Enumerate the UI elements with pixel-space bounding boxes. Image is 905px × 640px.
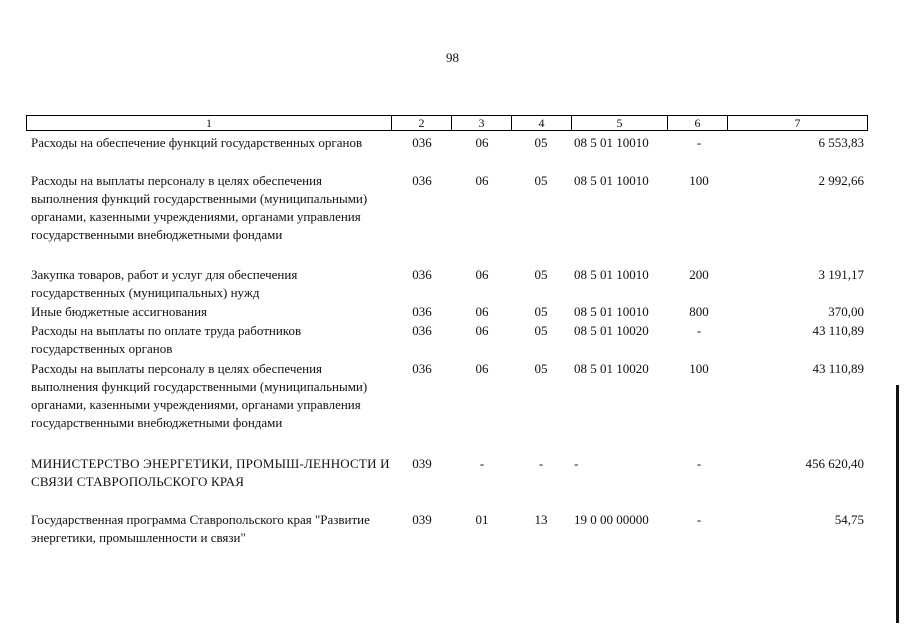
row-code-5: 08 5 01 10020 xyxy=(574,323,649,338)
row-code-5: - xyxy=(574,456,579,471)
row-code-3: 06 xyxy=(475,361,489,376)
header-col-1: 1 xyxy=(26,115,392,131)
row-code-6: 200 xyxy=(689,267,709,282)
row-code-5: 08 5 01 10010 xyxy=(574,304,649,319)
row-code-3: - xyxy=(479,456,485,471)
row-code-2: 039 xyxy=(412,456,432,471)
header-col-4: 4 xyxy=(512,115,572,131)
row-name: Государственная программа Ставропольского края "Развитие энергетики, промышленности и связи" xyxy=(31,512,370,545)
row-code-6: - xyxy=(696,135,702,150)
row-code-4: 05 xyxy=(534,323,548,338)
row-code-3: 06 xyxy=(475,135,489,150)
row-code-2: 036 xyxy=(412,361,432,376)
header-col-6: 6 xyxy=(668,115,728,131)
page-number: 98 xyxy=(446,50,459,65)
row-code-6: - xyxy=(696,323,702,338)
row-name: Закупка товаров, работ и услуг для обеспечения государственных (муниципальных) нужд xyxy=(31,267,298,300)
row-amount: 43 110,89 xyxy=(812,323,864,338)
row-code-4: 05 xyxy=(534,361,548,376)
row-amount: 6 553,83 xyxy=(818,135,864,150)
row-name: Расходы на выплаты по оплате труда работников государственных органов xyxy=(31,323,302,356)
row-code-3: 01 xyxy=(475,512,489,527)
row-code-4: 05 xyxy=(534,173,548,188)
row-code-6: - xyxy=(696,512,702,527)
row-code-3: 06 xyxy=(475,304,489,319)
row-code-2: 036 xyxy=(412,135,432,150)
row-code-6: 100 xyxy=(689,173,709,188)
row-name: Расходы на выплаты персоналу в целях обеспечения выполнения функций государственными (муниципальными) органами, казенными учреждениями, органами управления государственными внебюджетными фондами xyxy=(31,361,368,430)
row-amount: 3 191,17 xyxy=(818,267,864,282)
row-code-6: 800 xyxy=(689,304,709,319)
header-col-3: 3 xyxy=(452,115,512,131)
row-code-2: 036 xyxy=(412,304,432,319)
row-code-4: 05 xyxy=(534,267,548,282)
row-code-3: 06 xyxy=(475,267,489,282)
row-amount: 54,75 xyxy=(834,512,864,527)
row-code-3: 06 xyxy=(475,173,489,188)
row-code-2: 039 xyxy=(412,512,432,527)
row-code-2: 036 xyxy=(412,323,432,338)
header-col-5: 5 xyxy=(572,115,668,131)
row-amount: 370,00 xyxy=(828,304,864,319)
row-code-2: 036 xyxy=(412,267,432,282)
header-col-7: 7 xyxy=(728,115,868,131)
row-code-5: 08 5 01 10010 xyxy=(574,173,649,188)
row-code-6: - xyxy=(696,456,702,471)
row-name: Расходы на выплаты персоналу в целях обеспечения выполнения функций государственными (муниципальными) органами, казенными учреждениями, органами управления государственными внебюджетными фондами xyxy=(31,173,368,242)
scan-edge-line xyxy=(896,385,899,623)
row-code-6: 100 xyxy=(689,361,709,376)
row-code-5: 08 5 01 10010 xyxy=(574,267,649,282)
row-code-4: 05 xyxy=(534,304,548,319)
row-code-4: - xyxy=(538,456,544,471)
row-amount: 2 992,66 xyxy=(818,173,864,188)
row-code-4: 05 xyxy=(534,135,548,150)
row-code-5: 08 5 01 10010 xyxy=(574,135,649,150)
row-name: Иные бюджетные ассигнования xyxy=(31,304,208,319)
row-amount: 456 620,40 xyxy=(805,456,864,471)
row-code-3: 06 xyxy=(475,323,489,338)
row-code-2: 036 xyxy=(412,173,432,188)
row-name: Расходы на обеспечение функций государственных органов xyxy=(31,135,363,150)
ministry-title: МИНИСТЕРСТВО ЭНЕРГЕТИКИ, ПРОМЫШ-ЛЕННОСТИ И СВЯЗИ СТАВРОПОЛЬСКОГО КРАЯ xyxy=(31,456,390,489)
row-code-4: 13 xyxy=(534,512,548,527)
row-code-5: 19 0 00 00000 xyxy=(574,512,649,527)
row-code-5: 08 5 01 10020 xyxy=(574,361,649,376)
header-col-2: 2 xyxy=(392,115,452,131)
row-amount: 43 110,89 xyxy=(812,361,864,376)
